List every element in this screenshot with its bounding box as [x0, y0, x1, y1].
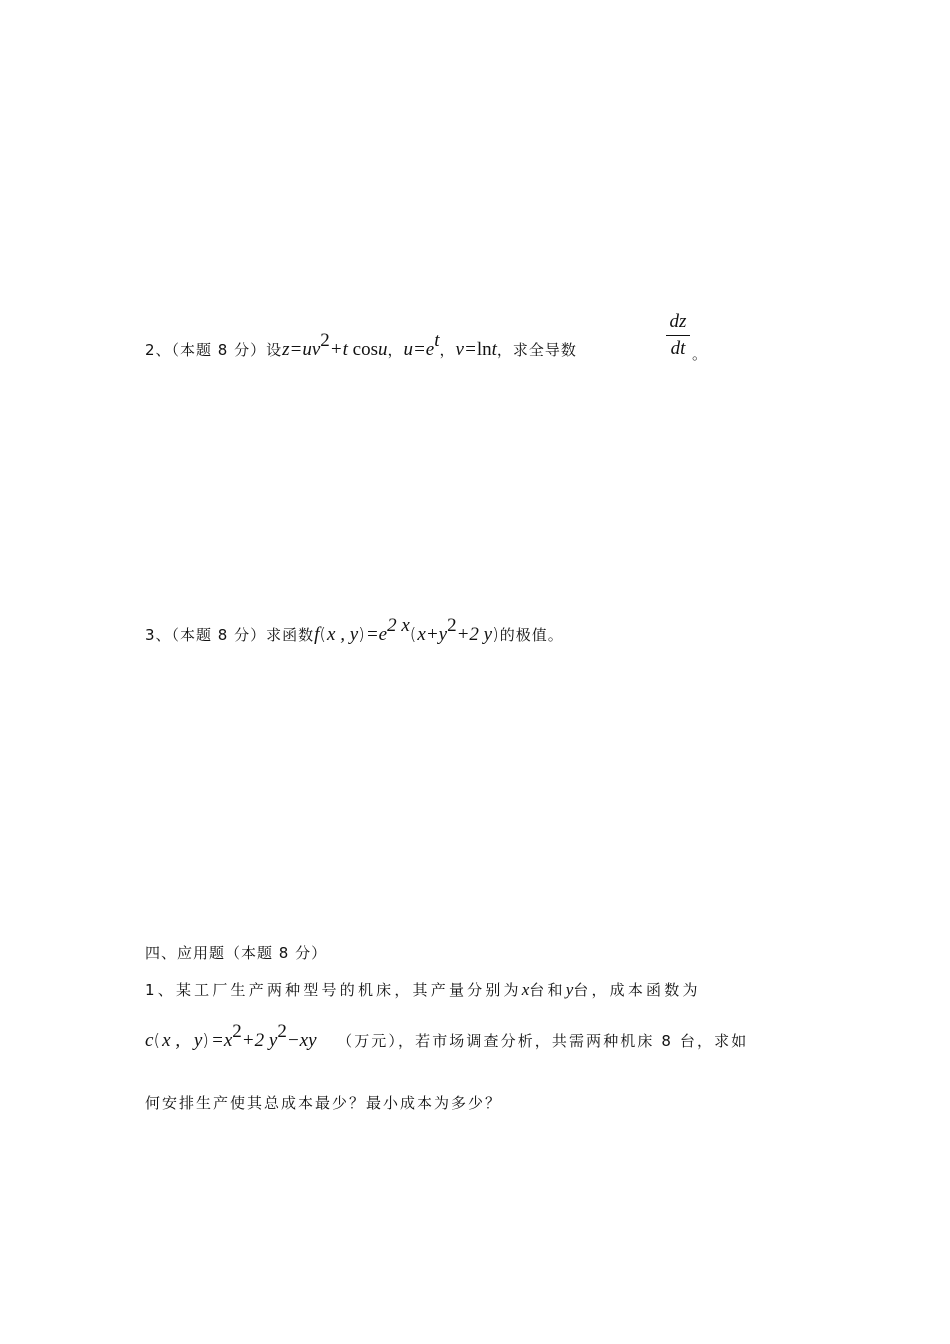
q2-formula-u: u — [377, 339, 388, 360]
q2-sep1: ， — [387, 341, 404, 359]
q2-prefix: 2、（本题 8 分）设 — [145, 341, 283, 359]
q2-end-text: 。 — [692, 345, 709, 363]
q2-formula-cos: cos — [347, 339, 378, 360]
s4-q1-line1 — [145, 979, 701, 1000]
s4-var-y: y — [565, 980, 574, 999]
q3-body-sq: 2 — [447, 615, 457, 636]
s4-q1-line3-text: 何安排生产使其总成本最少？最小成本为多少？ — [145, 1094, 503, 1112]
q2-formula-t: +t — [329, 339, 348, 360]
q2-ln: ln — [476, 339, 492, 360]
q3-body-rest: +2 y — [456, 624, 493, 645]
q3-body-x: x+y — [417, 624, 448, 645]
s4-q1-line2: c(x , $y)=x^2+2$ $y^2-xy$ （万元），若市场调查分析，共需两种机床 8 台，求如 — [145, 1021, 749, 1051]
s4-c-y: y — [193, 1030, 203, 1051]
q2-derivative-fraction — [666, 311, 690, 360]
q2-frac-denominator: dt — [670, 338, 686, 359]
q3-f: f — [314, 624, 320, 645]
s4-q1-line2-text: （万元），若市场调查分析，共需两种机床 8 台，求如 — [337, 1032, 749, 1050]
q3-eq-e: =e — [365, 624, 388, 645]
s4-q1-text-c: 台，成本函数为 — [573, 981, 701, 999]
s4-c-minus: −xy — [286, 1030, 317, 1051]
q2-frac-numerator: dz — [666, 311, 690, 336]
s4-c-sq1: 2 — [232, 1021, 242, 1042]
q2-formula-z: z=uv — [282, 339, 321, 360]
section-4-heading — [145, 942, 327, 963]
s4-q1-text-a: 1、某工厂生产两种型号的机床，其产量分别为 — [145, 981, 522, 999]
q3-suffix: 的极值。 — [499, 626, 564, 644]
s4-c-plus: +2 y — [241, 1030, 278, 1051]
q2-end-mark — [692, 343, 708, 364]
q3-prefix: 3、（本题 8 分）求函数 — [145, 626, 315, 644]
q2-suffix: ，求全导数 — [496, 341, 577, 359]
q2-v-eq: v= — [455, 339, 477, 360]
s4-c-eq: =x — [211, 1030, 233, 1051]
q2-sep2: ， — [439, 341, 456, 359]
s4-c-func: c — [145, 1030, 154, 1051]
s4-q1-line3 — [145, 1092, 502, 1113]
question-3: 3、（本题 8 分）求函数f(x , $y)=e^{2 x}(x+y^2+2$ y)的极值。 — [145, 615, 564, 645]
s4-q1-text-b: 台和 — [529, 981, 566, 999]
q2-exponent: 2 — [320, 330, 330, 351]
q3-args: x , y — [327, 624, 359, 645]
q2-ln-arg: t — [491, 339, 497, 360]
question-2 — [145, 330, 577, 361]
q2-u-eq: u=e — [403, 339, 435, 360]
s4-c-x: x , — [162, 1030, 181, 1051]
q2-u-exp: t — [434, 330, 440, 351]
section-4-heading-text: 四、应用题（本题 8 分） — [145, 944, 328, 962]
q3-exp: 2 x — [387, 615, 410, 636]
s4-var-x: x — [521, 980, 530, 999]
s4-c-sq2: 2 — [277, 1021, 287, 1042]
